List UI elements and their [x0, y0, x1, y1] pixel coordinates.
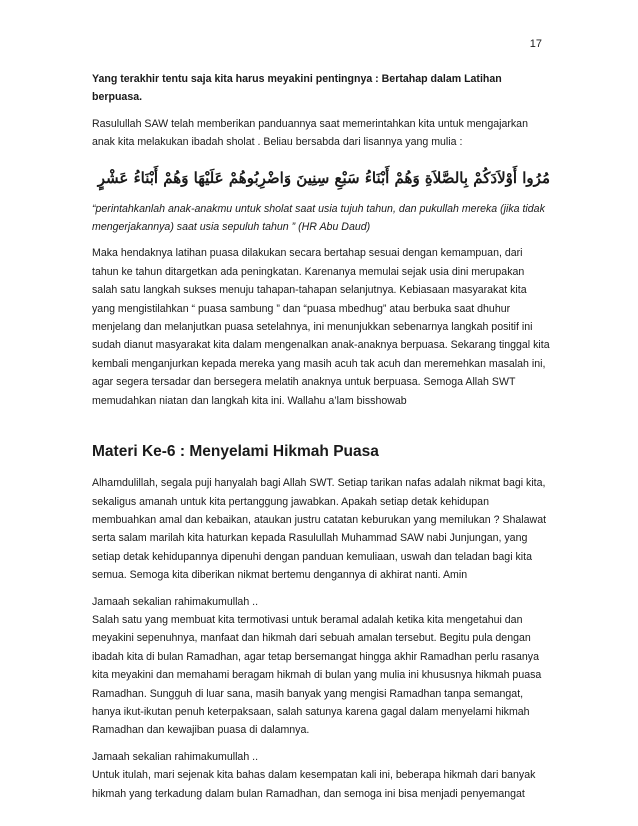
- paragraph-alhamdulillah: Alhamdulillah, segala puji hanyalah bagi Allah SWT. Setiap tarikan nafas adalah nikmat bagi kita, sekaligus amanah untuk kita pertanggung jawabkan. Apakah setiap detak kehidupan membuahkan amal dan kebaikan, ataukan justru catatan keburukan yang memilukan ? Shalawat serta salam marilah kita haturkan kepada Rasulullah Muhammad SAW nabi Junjungan, yang setiap detak kehidupannya dipenuhi dengan panduan kemuliaan, uswah dan teladan bagi kita semua. Semoga kita diberikan nikmat bertemu dengannya di akhirat nanti. Amin: [92, 477, 547, 582]
- hadith-translation: “perintahkanlah anak-anakmu untuk sholat saat usia tujuh tahun, dan pukullah mereka (jika tidak mengerjakannya) saat usia sepuluh tahun ” (HR Abu Daud): [92, 202, 545, 234]
- paragraph-hikmah: Untuk itulah, mari sejenak kita bahas dalam kesempatan kali ini, beberapa hikmah dari banyak hikmah yang terkadung dalam bulan Ramadhan, dan semoga ini bisa menjadi penyemangat: [92, 769, 536, 800]
- paragraph-latihan: Maka hendaknya latihan puasa dilakukan secara bertahap sesuai dengan kemampuan, dari tahun ke tahun ditargetkan ada peningkatan. Karenanya memulai sejak usia dini merupakan salah satu langkah sukses menuju tahapan-tahapan selanjutnya. Kebiasaan masyarakat kita yang mengistilahkan “ puasa sambung ” dan “puasa mbedhug” atau berbuka saat dhuhur menjelang dan melanjutkan puasa setelahnya, ini menunjukkan sebenarnya langkah positif ini sudah dianut masyarakat kita dalam mengenalkan anak-anaknya berpuasa. Sekarang tinggal kita kembali menganjurkan kepada mereka yang masih acuh tak acuh dan meremehkan masalah ini, agar segera tersadar dan bersegera melatih anaknya untuk berpuasa. Semoga Allah SWT memudahkan niatan dan langkah kita ini. Wallahu a’lam bisshowab: [92, 247, 550, 407]
- greeting-2: Jamaah sekalian rahimakumullah ..: [92, 750, 259, 763]
- paragraph-motivasi: Salah satu yang membuat kita termotivasi untuk beramal adalah ketika kita mengetahui dan meyakini sepenuhnya, manfaat dan hikmah dari sebuah amalan tersebut. Begitu pula dengan ibadah kita di bulan Ramadhan, agar tetap bersemangat hingga akhir Ramadhan perlu rasanya kita meyakini dan memahami beragam hikmah di bulan yang mulia ini khususnya hikmah puasa Ramadhan. Sungguh di luar sana, masih banyak yang mengisi Ramadhan tanpa semangat, hanya ikut-ikutan penuh keterpaksaan, salah satunya karena gagal dalam menyelami hikmah Ramadhan dan kewajiban puasa di dalamnya.: [92, 613, 542, 737]
- arabic-hadith: مُرُوا أَوْلاَدَكُمْ بِالصَّلاَةِ وَهُمْ أَبْنَاءُ سَبْعِ سِنِينَ وَاضْرِبُوهُمْ عَلَيْهَا وَهُمْ أَبْنَاءُ عَشْرٍ: [97, 168, 550, 187]
- paragraph-rasulullah: Rasulullah SAW telah memberikan panduannya saat memerintahkan kita untuk mengajarkan anak kita melakukan ibadah sholat . Beliau bersabda dari lisannya yang mulia :: [92, 117, 528, 149]
- intro-heading: Yang terakhir tentu saja kita harus meyakini pentingnya : Bertahap dalam Latihan berpuasa.: [92, 73, 502, 104]
- greeting-1: Jamaah sekalian rahimakumullah ..: [92, 595, 259, 608]
- section-title: Materi Ke-6 : Menyelami Hikmah Puasa: [92, 443, 379, 461]
- page-content: [92, 70, 550, 803]
- page-number: 17: [529, 38, 542, 50]
